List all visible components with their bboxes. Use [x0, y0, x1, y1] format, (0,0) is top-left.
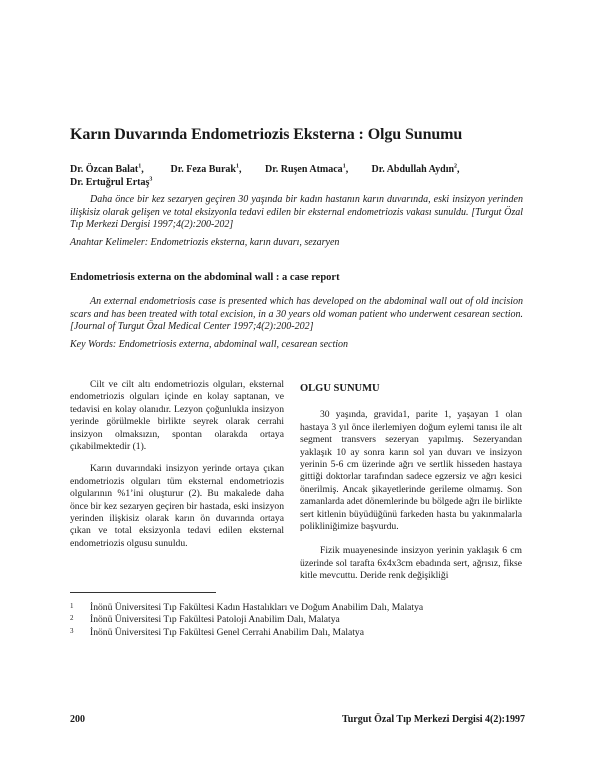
- footnote: 3 İnönü Üniversitesi Tıp Fakültesi Genel Cerrahi Anabilim Dalı, Malatya: [70, 626, 364, 638]
- left-column: [70, 379, 284, 560]
- author-4: Dr. Abdullah Aydın$^2$,: [371, 163, 460, 175]
- english-keywords: [70, 339, 348, 350]
- footnote: 1 İnönü Üniversitesi Tıp Fakültesi Kadın Hastalıkları ve Doğum Anabilim Dalı, Malatya: [70, 602, 424, 613]
- author-3: Dr. Ruşen Atmaca$^1$,: [265, 163, 349, 175]
- author-1: Dr. Özcan Balat$^1$,: [70, 163, 144, 175]
- footnote: 2 İnönü Üniversitesi Tıp Fakültesi Patoloji Anabilim Dalı, Malatya: [70, 614, 340, 626]
- page-number: 200: [70, 714, 85, 725]
- author-5: Dr. Ertuğrul Ertaş$^3$: [70, 176, 153, 188]
- footnotes: [70, 602, 423, 639]
- body-paragraph: 30 yaşında, gravida1, parite 1, yaşayan 1 olan hastaya 3 yıl önce ilerlemiyen doğum eylemi tanısı ile alt segment transvers sezeryan yapılmış. Sezeryandan yaklaşık 10 ay sonra karın sol yan duvarı ve insizyon yerinin 5-6 cm üzerinde ağrı ve sertlik hisseden hastaya gittiği doktorlar tarafından sadece egzersiz ve ağrı kesici önerilmiş. Ancak şikayetlerinde gerileme olmamış. Son zamanlarda adet dönemlerinde bu bölgede ağrı ile birlikte sert kitlenin büyüdüğünü farkeden hasta bu yakınmalarla polikliniğimize başvurdu.: [300, 409, 522, 533]
- body-paragraph: Karın duvarındaki insizyon yerinde ortaya çıkan endometriozis olguları tüm eksternal endometriozis olgularının %1’ini oluşturur (2). Bu makalede daha önce bir kez sezaryen geçiren bir hastada, eski insizyon yerinden ilişkisiz olarak karın ön duvarında ortaya çıkan ve total eksizyonla tedavi edilen eksternal endometriozis olgusu sunuldu.: [70, 463, 284, 549]
- author-list: [70, 164, 460, 189]
- english-title: Endometriosis externa on the abdominal wall : a case report: [70, 272, 340, 283]
- keywords-text: Endometriozis eksterna, karın duvarı, sezaryen: [150, 237, 340, 248]
- body-paragraph: Cilt ve cilt altı endometriozis olguları, eksternal endometriozis olguları içinde en kolay saptanan, ve tedavisi en kolay olanıdır. Lezyon çoğunlukla insizyon yerinde görülmekle birlikte seyrek olarak cerrahi insizyon olmaksızın, spontan olarakda ortaya çıkabilmektedir (1).: [70, 379, 284, 453]
- section-heading: OLGU SUNUMU: [300, 383, 380, 394]
- keywords-text: Endometriosis externa, abdominal wall, cesarean section: [118, 339, 349, 350]
- journal-reference: Turgut Özal Tıp Merkezi Dergisi 4(2):1997: [341, 714, 525, 725]
- keywords-label: Key Words:: [70, 339, 117, 350]
- right-column: [300, 383, 522, 595]
- author-2: Dr. Feza Burak$^1$,: [170, 163, 242, 175]
- english-abstract: An external endometriosis case is presented which has developed on the abdominal wall out of old incision scars and has been treated with total excision, in a 30 years old woman patient who underwent cesarean section. [Journal of Turgut Özal Medical Center 1997;4(2):200-202]: [70, 296, 523, 332]
- turkish-abstract: Daha önce bir kez sezaryen geçiren 30 yaşında bir kadın hastanın karın duvarında, eski insizyon yerinden ilişkisiz olarak gelişen ve total eksizyonla tedavi edilen bir eksternal endometriozis vakası sunuldu. [Turgut Özal Tıp Merkezi Dergisi 1997;4(2):200-202]: [70, 194, 523, 230]
- footnote-divider: [70, 592, 216, 593]
- turkish-keywords: [70, 237, 339, 248]
- body-paragraph: Fizik muayenesinde insizyon yerinin yaklaşık 6 cm üzerinde sol tarafta 6x4x3cm ebadında sert, ağrısız, fikse kitle mevcuttu. Deride renk değişikliği: [300, 545, 522, 582]
- article-title: Karın Duvarında Endometriozis Eksterna : Olgu Sunumu: [70, 126, 463, 143]
- keywords-label: Anahtar Kelimeler:: [70, 237, 149, 248]
